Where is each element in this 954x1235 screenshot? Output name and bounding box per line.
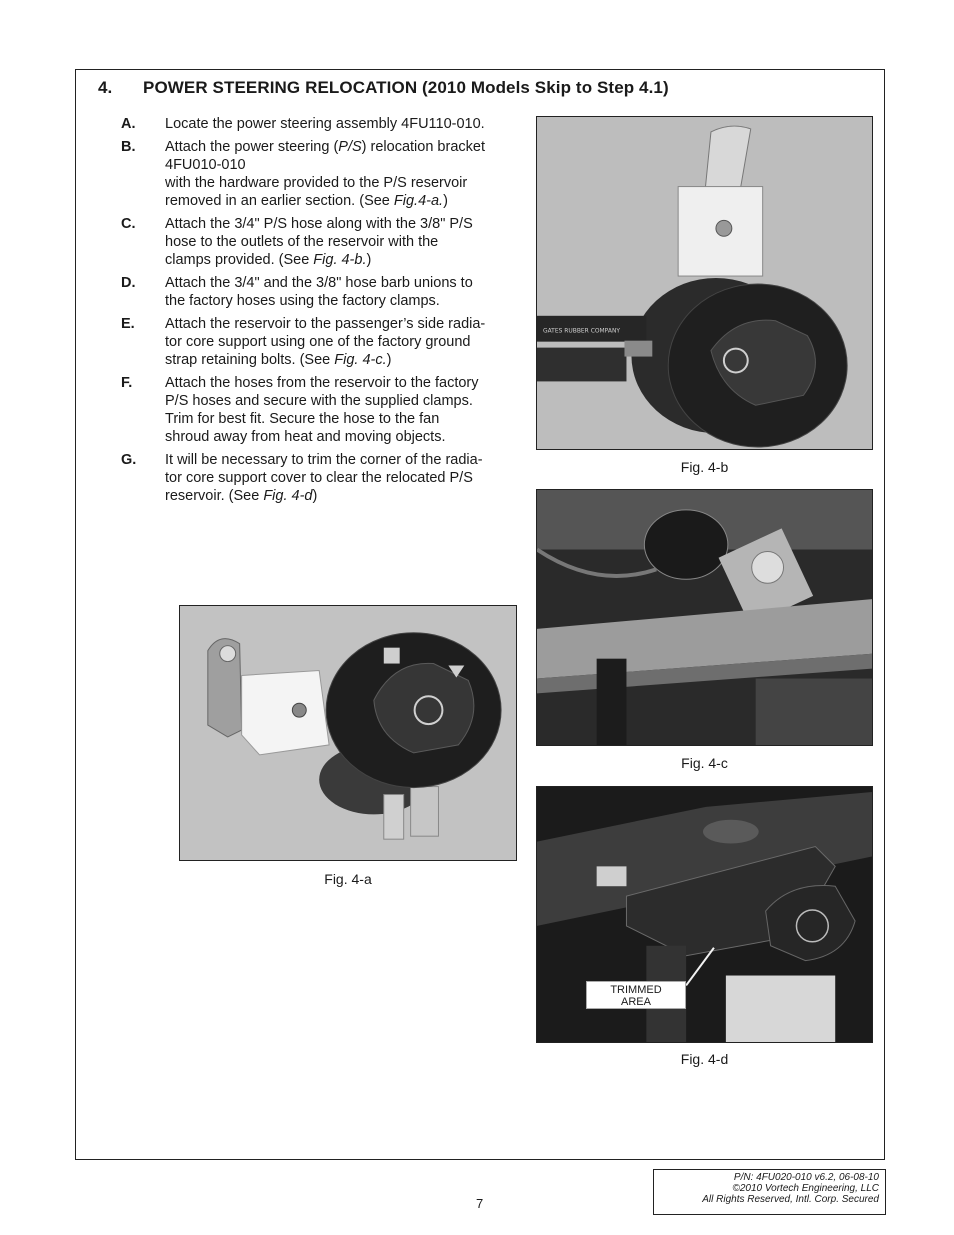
page-number: 7 [476, 1196, 484, 1211]
callout-line: TRIMMED [610, 984, 662, 996]
step-letter: C. [121, 216, 136, 232]
step-line: Attach the power steering (P/S) relocation bracket [165, 139, 485, 155]
figure-4c-caption: Fig. 4-c [681, 755, 728, 771]
figure-4b-photo [536, 116, 873, 450]
step-letter: F. [121, 375, 133, 391]
figure-4d-caption: Fig. 4-d [680, 1051, 729, 1067]
step-letter: D. [121, 275, 136, 291]
step-e [121, 315, 521, 369]
step-line: Trim for best fit. Secure the hose to the fan [165, 411, 440, 427]
step-line: Locate the power steering assembly 4FU110-010. [165, 116, 485, 132]
figure-4a-photo [179, 605, 517, 861]
hose-print-text: GATES RUBBER COMPANY [542, 327, 621, 335]
figure-4b-caption: Fig. 4-b [680, 459, 729, 475]
copyright: ©2010 Vortech Engineering, LLC [732, 1183, 879, 1194]
step-line: tor core support cover to clear the relocated P/S [165, 470, 473, 486]
step-line: with the hardware provided to the P/S reservoir [165, 175, 468, 191]
step-letter: B. [121, 139, 136, 155]
step-line: removed in an earlier section. (See Fig.4-a.) [165, 193, 448, 209]
step-line: shroud away from heat and moving objects. [165, 429, 446, 445]
step-line: strap retaining bolts. (See Fig. 4-c.) [165, 352, 392, 368]
step-line: Attach the reservoir to the passenger’s side radia- [165, 316, 486, 332]
step-b [121, 138, 521, 210]
step-line: reservoir. (See Fig. 4-d) [165, 488, 318, 504]
step-g [121, 451, 521, 505]
figure-4a-caption: Fig. 4-a [324, 871, 372, 887]
step-line: Attach the 3/4" and the 3/8" hose barb unions to [165, 275, 473, 291]
step-d [121, 274, 521, 310]
step-line: tor core support using one of the factory ground [165, 334, 471, 350]
step-line: P/S hoses and secure with the supplied clamps. [165, 393, 473, 409]
step-f [121, 374, 521, 446]
footer-info-box [653, 1169, 886, 1215]
step-line: hose to the outlets of the reservoir with the [165, 234, 439, 250]
step-c [121, 215, 521, 269]
section-number: 4. [98, 78, 113, 97]
step-a [121, 115, 521, 133]
part-number: P/N: 4FU020-010 v6.2, 06-08-10 [733, 1172, 879, 1183]
figure-4c-photo [536, 489, 873, 746]
step-line: the factory hoses using the factory clamps. [165, 293, 440, 309]
step-letter: E. [121, 316, 135, 332]
step-line: Attach the hoses from the reservoir to the factory [165, 375, 479, 391]
section-title: POWER STEERING RELOCATION (2010 Models Skip to Step 4.1) [143, 78, 669, 97]
callout-line: AREA [621, 996, 651, 1008]
trimmed-area-callout [586, 981, 686, 1009]
step-letter: A. [121, 116, 136, 132]
step-line: It will be necessary to trim the corner of the radia- [165, 452, 483, 468]
section-heading [98, 78, 669, 98]
step-line: Attach the 3/4" P/S hose along with the 3/8" P/S [165, 216, 473, 232]
step-line: 4FU010-010 [165, 157, 246, 173]
step-list [121, 115, 521, 510]
step-line: clamps provided. (See Fig. 4-b.) [165, 252, 372, 268]
rights-notice: All Rights Reserved, Intl. Corp. Secured [702, 1194, 879, 1205]
step-letter: G. [121, 452, 137, 468]
